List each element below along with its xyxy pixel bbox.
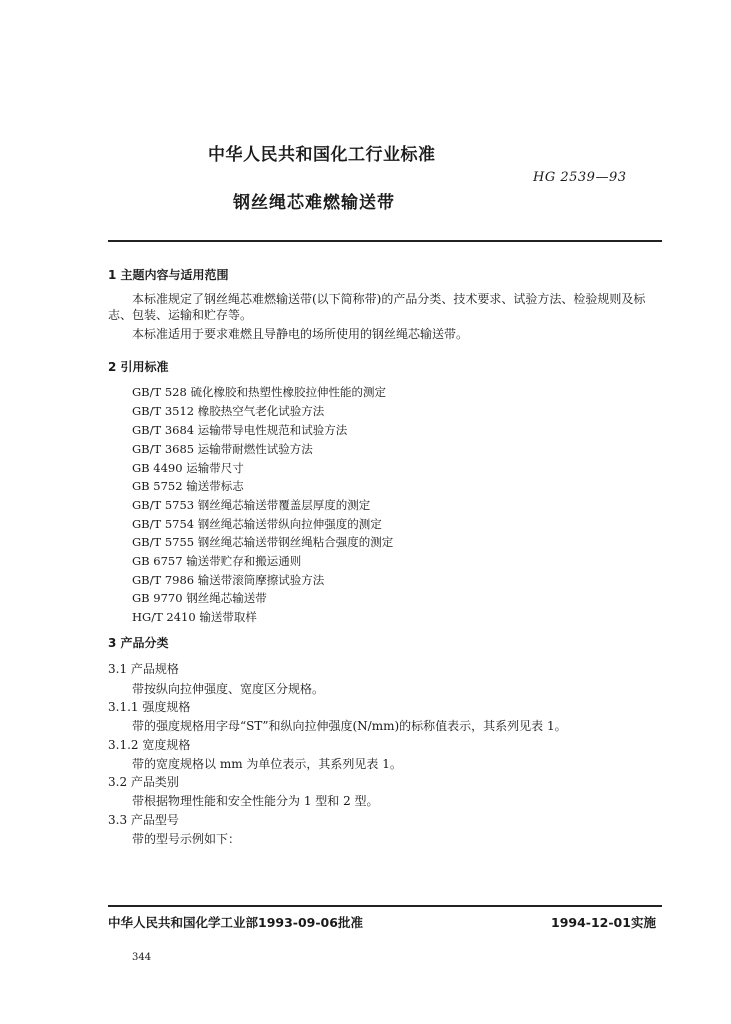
section-3-2-text: 带根据物理性能和安全性能分为 1 型和 2 型。	[132, 794, 379, 808]
section-3-heading: 3 产品分类	[108, 636, 169, 650]
section-3-1-heading: 3.1 产品规格	[108, 662, 179, 676]
footer-divider	[108, 905, 662, 907]
section-3-1-1-heading: 3.1.1 强度规格	[108, 700, 191, 714]
reference-item: GB/T 5754 钢丝绳芯输送带纵向拉伸强度的测定	[132, 517, 382, 531]
section-3-1-1-text: 带的强度规格用字母“ST”和纵向拉伸强度(N/mm)的标称值表示，其系列见表 1。	[132, 719, 567, 733]
reference-item: GB 6757 输送带贮存和搬运通则	[132, 554, 302, 568]
section-3-1-2-heading: 3.1.2 宽度规格	[108, 738, 191, 752]
effective-date: 1994-12-01实施	[551, 915, 656, 930]
reference-item: GB 4490 运输带尺寸	[132, 461, 244, 475]
section-1-paragraph-1: 本标准规定了钢丝绳芯难燃输送带(以下简称带)的产品分类、技术要求、试验方法、检验规则及标志、包装、运输和贮存等。	[108, 292, 646, 322]
section-3-3-heading: 3.3 产品型号	[108, 813, 179, 827]
reference-item: GB/T 5753 钢丝绳芯输送带覆盖层厚度的测定	[132, 498, 371, 512]
document-title: 钢丝绳芯难燃输送带	[233, 193, 395, 213]
section-1-heading: 1 主题内容与适用范围	[108, 268, 229, 282]
reference-item: GB 9770 钢丝绳芯输送带	[132, 591, 267, 605]
page-number: 344	[132, 952, 152, 963]
section-3-2-heading: 3.2 产品类别	[108, 775, 179, 789]
reference-item: GB/T 3684 运输带导电性规范和试验方法	[132, 423, 348, 437]
header-divider	[108, 240, 662, 242]
section-3-3-text: 带的型号示例如下：	[132, 832, 241, 846]
reference-item: HG/T 2410 输送带取样	[132, 610, 257, 624]
section-2-heading: 2 引用标准	[108, 360, 169, 374]
document-org-title: 中华人民共和国化工行业标准	[208, 145, 436, 165]
standard-code: HG 2539—93	[533, 170, 627, 185]
reference-item: GB/T 3512 橡胶热空气老化试验方法	[132, 404, 325, 418]
section-3-1-2-text: 带的宽度规格以 mm 为单位表示，其系列见表 1。	[132, 757, 402, 771]
reference-item: GB/T 3685 运输带耐燃性试验方法	[132, 442, 313, 456]
reference-item: GB/T 7986 输送带滚筒摩擦试验方法	[132, 573, 325, 587]
approval-date: 中华人民共和国化学工业部1993-09-06批准	[108, 915, 363, 930]
reference-item: GB/T 5755 钢丝绳芯输送带钢丝绳粘合强度的测定	[132, 535, 394, 549]
section-3-1-text: 带按纵向拉伸强度、宽度区分规格。	[132, 682, 325, 696]
reference-item: GB 5752 输送带标志	[132, 479, 244, 493]
section-1-paragraph-2: 本标准适用于要求难燃且导静电的场所使用的钢丝绳芯输送带。	[132, 327, 469, 341]
reference-item: GB/T 528 硫化橡胶和热塑性橡胶拉伸性能的测定	[132, 385, 386, 399]
